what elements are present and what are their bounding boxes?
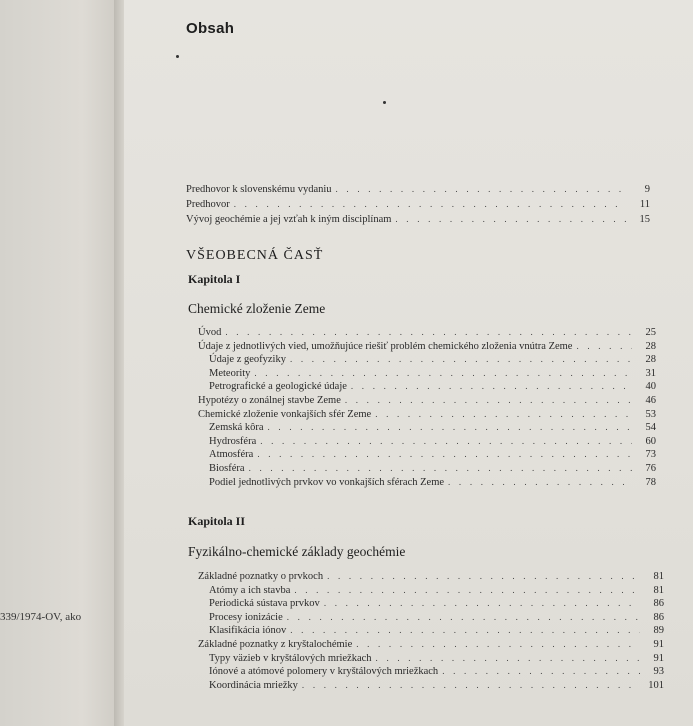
- toc-entry-page: 91: [653, 639, 664, 650]
- toc-entry-label: Chemické zloženie vonkajších sfér Zeme: [198, 408, 372, 420]
- toc-entry: [209, 611, 664, 624]
- toc-entry-label: Základné poznatky z kryštalochémie: [198, 639, 353, 650]
- toc-entry-label: Atmosféra: [209, 449, 254, 461]
- speck-mark: [176, 55, 179, 58]
- toc-entry-label: Biosféra: [209, 463, 245, 474]
- toc-entry-label: Typy väzieb v kryštálových mriežkach: [209, 652, 372, 664]
- toc-entry: [198, 638, 664, 651]
- toc-entry-page: 101: [648, 679, 664, 691]
- toc-entry-page: 81: [653, 571, 664, 582]
- dot-leader: [249, 462, 632, 474]
- dot-leader: [290, 624, 640, 636]
- toc-entry-label: Hydrosféra: [209, 435, 257, 447]
- toc-entry-page: 86: [653, 598, 664, 610]
- dot-leader: [294, 584, 640, 596]
- chapter1-title: Chemické zloženie Zeme: [188, 301, 326, 316]
- left-page: [0, 0, 118, 726]
- toc-entry-page: 54: [645, 422, 656, 434]
- toc-entry: [209, 665, 664, 678]
- toc-entry-page: 60: [645, 435, 656, 447]
- toc-entry: [198, 408, 656, 421]
- toc-entry: [209, 367, 656, 380]
- toc-entry-page: 15: [639, 214, 650, 225]
- toc-entry: [209, 584, 664, 597]
- toc-entry-label: Petrografické a geologické údaje: [209, 381, 347, 393]
- toc-entry-label: Zemská kôra: [209, 422, 264, 434]
- toc-entry-page: 76: [645, 463, 656, 474]
- toc-entry-page: 11: [639, 199, 650, 210]
- toc-entry-label: Predhovor: [186, 199, 230, 210]
- chapter1-label: Kapitola I: [188, 272, 241, 286]
- toc-entry-page: 46: [645, 395, 656, 406]
- toc-entry-page: 73: [645, 449, 656, 461]
- toc-entry: [198, 570, 664, 583]
- toc-entry: [209, 624, 664, 637]
- dot-leader: [260, 435, 632, 447]
- dot-leader: [290, 353, 632, 365]
- toc-entry-page: 31: [645, 367, 656, 379]
- toc-entry-page: 28: [645, 354, 656, 366]
- toc-entry-label: Periodická sústava prvkov: [209, 598, 320, 610]
- dot-leader: [345, 394, 632, 406]
- toc-entry: [186, 198, 650, 211]
- dot-leader: [442, 665, 640, 677]
- dot-leader: [351, 380, 632, 392]
- toc-entry-page: 25: [645, 327, 656, 338]
- toc-entry: [209, 462, 656, 475]
- dot-leader: [268, 421, 632, 433]
- toc-entry-label: Iónové a atómové polomery v kryštálových mriežkach: [209, 666, 439, 678]
- speck-mark: [383, 101, 386, 104]
- dot-leader: [257, 448, 632, 460]
- book-gutter: [114, 0, 124, 726]
- toc-entry-label: Atómy a ich stavba: [209, 584, 291, 596]
- dot-leader: [356, 638, 640, 650]
- toc-entry-page: 89: [653, 625, 664, 637]
- toc-entry: [209, 380, 656, 393]
- dot-leader: [254, 367, 632, 379]
- dot-leader: [448, 476, 632, 488]
- toc-entry-page: 28: [645, 340, 656, 352]
- toc-entry-page: 81: [653, 584, 664, 596]
- toc-entry-label: Klasifikácia iónov: [209, 625, 287, 637]
- toc-entry-label: Procesy ionizácie: [209, 611, 283, 623]
- dot-leader: [324, 597, 640, 609]
- toc-entry: [209, 435, 656, 448]
- toc-entry: [198, 326, 656, 339]
- toc-entry-label: Hypotézy o zonálnej stavbe Zeme: [198, 395, 341, 406]
- dot-leader: [234, 198, 626, 210]
- toc-entry-page: 9: [644, 184, 650, 195]
- toc-entry-page: 78: [645, 476, 656, 488]
- toc-entry: [209, 652, 664, 665]
- dot-leader: [395, 213, 626, 225]
- dot-leader: [327, 570, 640, 582]
- toc-entry-page: 91: [653, 652, 664, 664]
- toc-entry: [209, 679, 664, 692]
- dot-leader: [376, 652, 640, 664]
- dot-leader: [576, 340, 632, 352]
- dot-leader: [287, 611, 640, 623]
- toc-entry: [209, 597, 664, 610]
- toc-entry-page: 53: [645, 408, 656, 420]
- toc-entry-label: Meteority: [209, 367, 251, 379]
- toc-entry-label: Údaje z geofyziky: [209, 354, 286, 366]
- dot-leader: [336, 183, 626, 195]
- page-title: Obsah: [186, 20, 235, 37]
- toc-entry: [186, 183, 650, 196]
- toc-entry-label: Údaje z jednotlivých vied, umožňujúce riešiť problém chemického zloženia vnútra Zeme: [198, 340, 573, 352]
- toc-entry: [209, 448, 656, 461]
- chapter2-title: Fyzikálno-chemické základy geochémie: [188, 544, 406, 559]
- toc-entry-label: Koordinácia mriežky: [209, 679, 298, 691]
- toc-entry: [209, 421, 656, 434]
- toc-entry: [209, 353, 656, 366]
- toc-entry-label: Vývoj geochémie a jej vzťah k iným disciplínam: [186, 214, 392, 225]
- left-page-fragment: 339/1974-OV, ako: [0, 611, 82, 623]
- toc-entry: [186, 213, 650, 226]
- toc-entry: [209, 476, 656, 489]
- toc-entry-page: 40: [645, 381, 656, 393]
- toc-entry-page: 86: [653, 611, 664, 623]
- dot-leader: [375, 408, 632, 420]
- section-title: VŠEOBECNÁ ČASŤ: [186, 248, 324, 263]
- dot-leader: [302, 679, 640, 691]
- toc-entry-label: Predhovor k slovenskému vydaniu: [186, 184, 332, 195]
- toc-entry-label: Úvod: [198, 327, 222, 338]
- dot-leader: [225, 326, 632, 338]
- toc-entry-label: Podiel jednotlivých prvkov vo vonkajších sférach Zeme: [209, 476, 445, 488]
- toc-entry-page: 93: [653, 666, 664, 678]
- toc-entry: [198, 394, 656, 407]
- toc-entry-label: Základné poznatky o prvkoch: [198, 571, 324, 582]
- chapter2-label: Kapitola II: [188, 514, 246, 528]
- toc-entry: [198, 340, 656, 353]
